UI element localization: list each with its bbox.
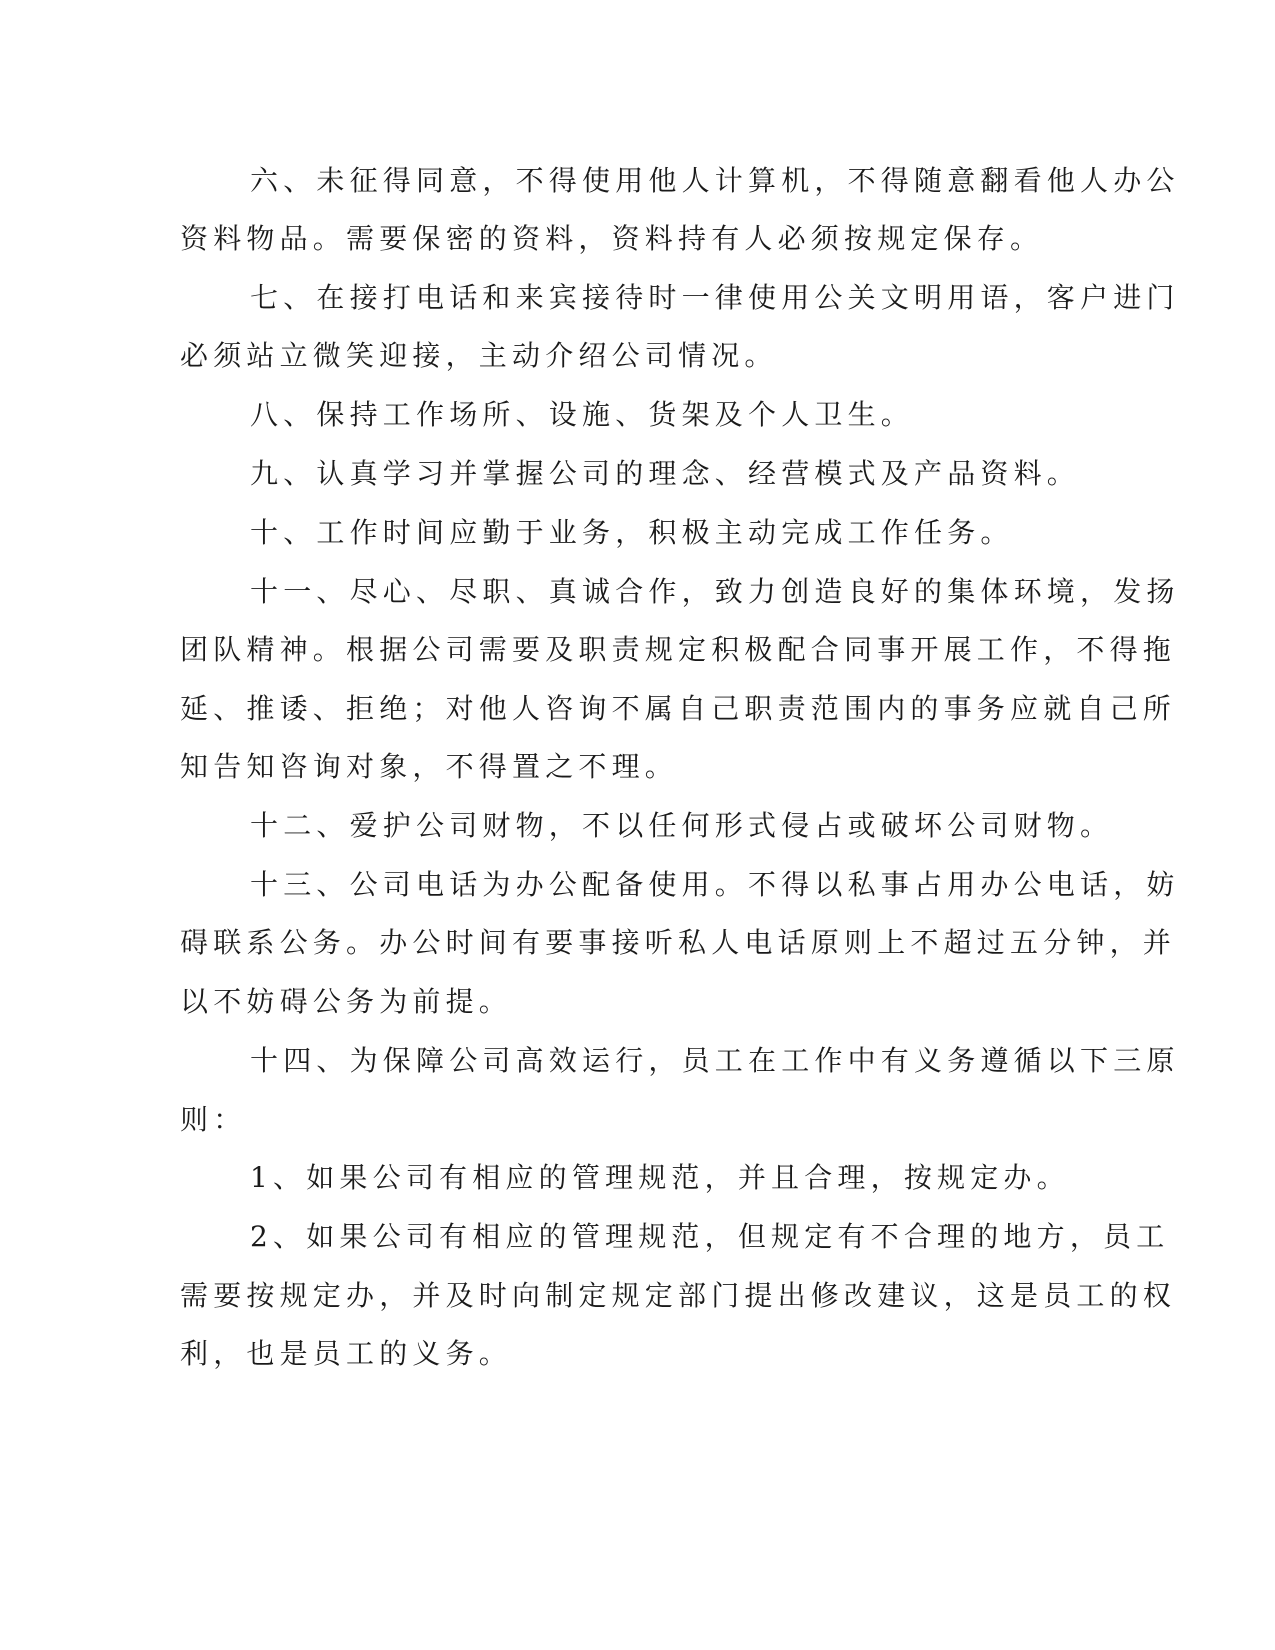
- rule-14-line-1: 十四、为保障公司高效运行，员工在工作中有义务遵循以下三原: [250, 1044, 1180, 1077]
- rule-11-line-4: 知告知咨询对象，不得置之不理。: [180, 750, 679, 783]
- rule-13-line-3: 以不妨碍公务为前提。: [180, 985, 513, 1018]
- rule-7-line-2: 必须站立微笑迎接，主动介绍公司情况。: [180, 339, 778, 372]
- rule-14-line-2: 则：: [180, 1103, 247, 1136]
- rule-11-line-3: 延、推诿、拒绝；对他人咨询不属自己职责范围内的事务应就自己所: [180, 692, 1177, 725]
- rule-13-line-1: 十三、公司电话为办公配备使用。不得以私事占用办公电话，妨: [250, 868, 1180, 901]
- rule-12-line-1: 十二、爱护公司财物，不以任何形式侵占或破坏公司财物。: [250, 809, 1114, 842]
- rule-6-line-1: 六、未征得同意，不得使用他人计算机，不得随意翻看他人办公: [250, 164, 1180, 197]
- rule-13-line-2: 碍联系公务。办公时间有要事接听私人电话原则上不超过五分钟，并: [180, 926, 1177, 959]
- rule-9-line-1: 九、认真学习并掌握公司的理念、经营模式及产品资料。: [250, 457, 1081, 490]
- rule-14-item-2-line-1: 2、如果公司有相应的管理规范，但规定有不合理的地方，员工: [250, 1220, 1170, 1253]
- rule-14-item-2-line-3: 利，也是员工的义务。: [180, 1337, 513, 1370]
- rule-7-line-1: 七、在接打电话和来宾接待时一律使用公关文明用语，客户进门: [250, 281, 1180, 314]
- rule-8-line-1: 八、保持工作场所、设施、货架及个人卫生。: [250, 398, 915, 431]
- rule-14-item-2-line-2: 需要按规定办，并及时向制定规定部门提出修改建议，这是员工的权: [180, 1279, 1177, 1312]
- rule-11-line-1: 十一、尽心、尽职、真诚合作，致力创造良好的集体环境，发扬: [250, 575, 1180, 608]
- rule-6-line-2: 资料物品。需要保密的资料，资料持有人必须按规定保存。: [180, 222, 1044, 255]
- rule-14-item-1-line-1: 1、如果公司有相应的管理规范，并且合理，按规定办。: [250, 1161, 1070, 1194]
- rule-10-line-1: 十、工作时间应勤于业务，积极主动完成工作任务。: [250, 516, 1014, 549]
- rule-11-line-2: 团队精神。根据公司需要及职责规定积极配合同事开展工作，不得拖: [180, 633, 1177, 666]
